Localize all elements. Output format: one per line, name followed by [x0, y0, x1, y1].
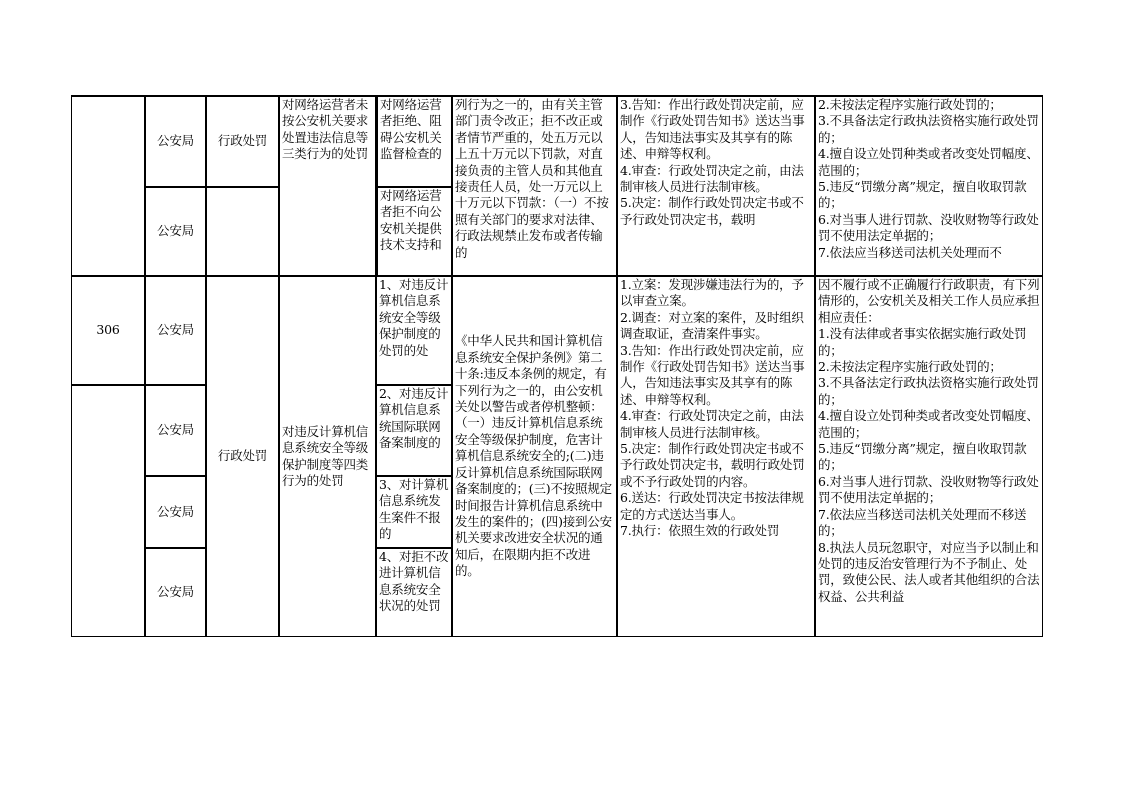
department-label: 公安局 [157, 133, 194, 149]
sub-item-text: 对网络运营者拒不向公安机关提供技术支持和 [380, 188, 442, 253]
duty-cell-b [815, 276, 1043, 637]
sub-item-text: 2、对违反计算机信息系统国际联网备案制度的 [379, 386, 449, 451]
item-name-cell-b [279, 276, 376, 637]
department-cell [145, 187, 206, 276]
duty-cell-a [815, 95, 1043, 276]
department-label: 公安局 [157, 584, 194, 600]
legal-basis-cell-a [452, 95, 617, 276]
department-cell [145, 548, 206, 637]
process-cell-a [617, 95, 815, 276]
number-cell-a [71, 95, 145, 276]
type-label: 行政处罚 [217, 133, 268, 149]
item-name: 对网络运营者未按公安机关要求处置违法信息等三类行为的处罚 [282, 97, 369, 162]
department-cell [145, 385, 206, 476]
type-cell-empty [206, 187, 279, 276]
department-label: 公安局 [157, 422, 194, 438]
row-number: 306 [96, 322, 120, 338]
sub-item-cell [376, 95, 452, 187]
sub-item-cell [376, 385, 452, 476]
legal-basis-text: 列行为之一的，由有关主管部门责令改正；拒不改正或者情节严重的，处五万元以上五十万元以下罚款，对直接负责的主管人员和其他直接责任人员，处一万元以上十万元以下罚款：（一）不按照有关部门的要求对法律、行政法规禁止发布或者传输的 [455, 97, 609, 260]
sub-item-cell [376, 187, 452, 276]
sub-item-cell [376, 276, 452, 385]
type-cell-b [206, 276, 279, 637]
item-name-cell-a [279, 95, 376, 276]
sub-item-text: 对网络运营者拒绝、阻碍公安机关监督检查的 [380, 97, 442, 162]
item-name: 对违反计算机信息系统安全等级保护制度等四类行为的处罚 [282, 423, 369, 488]
number-cell-306 [71, 276, 145, 385]
process-cell-b [617, 276, 815, 637]
department-cell [145, 95, 206, 187]
legal-basis-cell-b [452, 276, 617, 637]
type-label: 行政处罚 [217, 448, 268, 464]
type-cell-a [206, 95, 279, 187]
department-label: 公安局 [157, 503, 194, 519]
department-cell [145, 476, 206, 548]
sub-item-cell [376, 548, 452, 637]
duty-text: 2.未按法定程序实施行政处罚的； 3.不具备法定行政执法资格实施行政处罚的； 4.擅自设立处罚种类或者改变处罚幅度、范围的； 5.违反“罚缴分离”规定，擅自收取罚款的； 6.对当事人进行罚款、没收财物等行政处罚不使用法定单据的； 7.依法应当移送司法机关处理而不 [818, 97, 1039, 260]
number-cell-empty [71, 385, 145, 637]
duty-text: 因不履行或不正确履行行政职责，有下列情形的，公安机关及相关工作人员应承担相应责任： 1.没有法律或者事实依据实施行政处罚的； 2.未按法定程序实施行政处罚的； 3.不具备法定行政执法资格实施行政处罚的； 4.擅自设立处罚种类或者改变处罚幅度、范围的； 5.违反“罚缴分离”规定，擅自收取罚款的； 6.对当事人进行罚款、没收财物等行政处罚不使用法定单据的； 7.依法应当移送司法机关处理而不移送的； 8.执法人员玩忽职守，对应当予以制止和处罚的违反治安管理行为不予制止、处罚，致使公民、法人或者其他组织的合法权益、公共利益 [818, 277, 1040, 604]
sub-item-text: 1、对违反计算机信息系统安全等级保护制度的处罚的处 [379, 277, 449, 358]
department-cell [145, 276, 206, 385]
process-text: 1.立案：发现涉嫌违法行为的，予以审查立案。 2.调查：对立案的案件，及时组织调查取证，查清案件事实。 3.告知：作出行政处罚决定前，应制作《行政处罚告知书》送达当事人，告知违法事实及其享有的陈述、申辩等权利。 4.审查：行政处罚决定之前，由法制审核人员进行法制审核。 5.决定：制作行政处罚决定书或不予行政处罚决定书，载明行政处罚或不予行政处罚的内容。 6.送达：行政处罚决定书按法律规定的方式送达当事人。 7.执行：依照生效的行政处罚 [620, 277, 805, 539]
process-text: 3.告知：作出行政处罚决定前，应制作《行政处罚告知书》送达当事人，告知违法事实及其享有的陈述、申辩等权利。 4.审查：行政处罚决定之前，由法制审核人员进行法制审核。 5.决定：制作行政处罚决定书或不予行政处罚决定书，载明 [620, 97, 805, 227]
department-label: 公安局 [157, 322, 194, 338]
legal-basis-text: 《中华人民共和国计算机信息系统安全保护条例》第二十条:违反本条例的规定，有下列行为之一的，由公安机关处以警告或者停机整顿：（一）违反计算机信息系统安全等级保护制度，危害计算机信息系统安全的;(二)违反计算机信息系统国际联网备案制度的；(三)不按照规定时间报告计算机信息系统中发生的案件的；(四)接到公安机关要求改进安全状况的通知后，在限期内拒不改进的。 [455, 333, 612, 579]
sub-item-text: 4、对拒不改进计算机信息系统安全状况的处罚 [379, 549, 449, 614]
department-label: 公安局 [157, 223, 194, 239]
sub-item-text: 3、对计算机信息系统发生案件不报的 [379, 477, 449, 542]
sub-item-cell [376, 476, 452, 548]
